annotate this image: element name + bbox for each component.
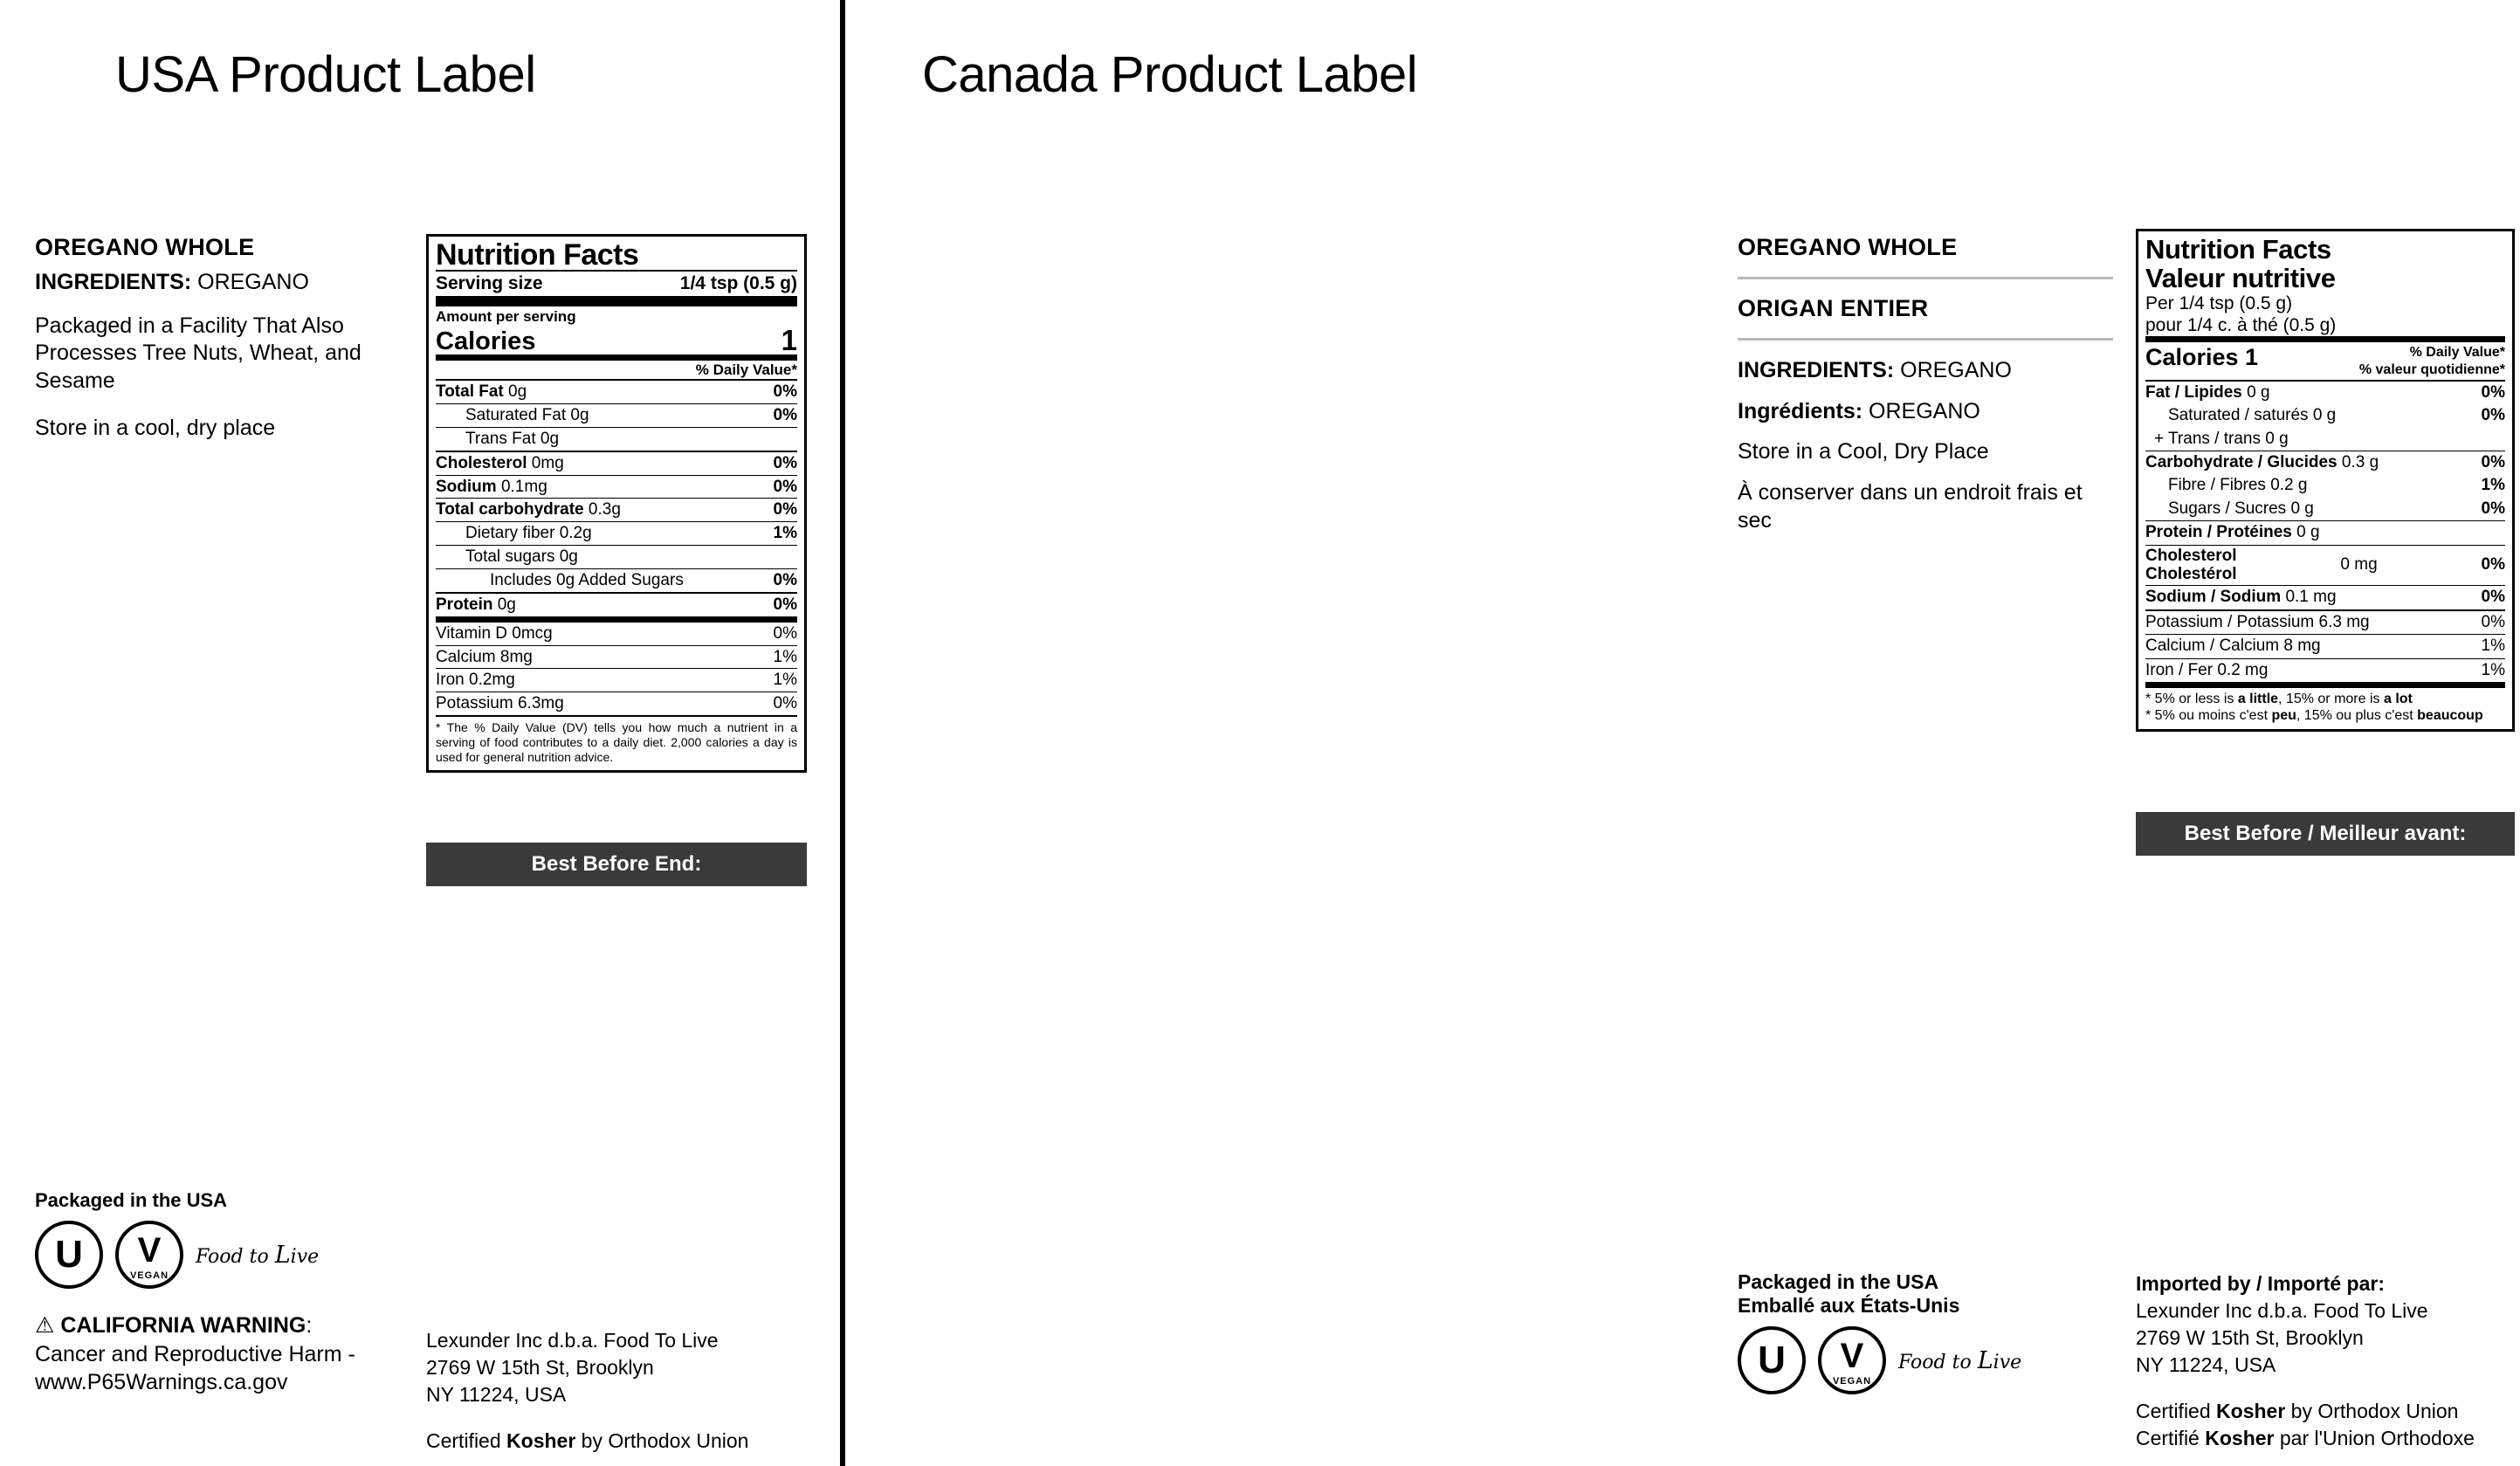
usa-best-before-bar: Best Before End: — [426, 843, 807, 886]
canada-nf-cholesterol-row: Cholesterol Cholestérol 0 mg 0% — [2145, 546, 2505, 583]
canada-nf-title-en: Nutrition Facts — [2145, 234, 2331, 265]
usa-nf-micro-label: Iron 0.2mg — [436, 671, 515, 690]
canada-nf-per-fr: pour 1/4 c. à thé (0.5 g) — [2145, 315, 2337, 336]
canada-importer-header: Imported by / Importé par: — [2136, 1272, 2385, 1295]
ou-kosher-icon: U — [1738, 1326, 1806, 1394]
usa-text-column — [35, 234, 402, 441]
usa-ingredients-label: INGREDIENTS: — [35, 270, 192, 294]
usa-nf-dv-header: % Daily Value* — [695, 361, 797, 378]
california-warning: ⚠ CALIFORNIA WARNING: Cancer and Reproductive Harm - www.P65Warnings.ca.gov — [35, 1311, 402, 1397]
usa-nf-micro-dv: 0% — [773, 623, 797, 643]
table-row — [436, 692, 797, 715]
canada-text-column — [1738, 234, 2113, 535]
canada-storage-en: Store in a Cool, Dry Place — [1738, 439, 1989, 464]
usa-nf-micro-dv: 1% — [773, 671, 797, 690]
usa-nf-micro-label: Vitamin D 0mcg — [436, 623, 553, 643]
usa-nf-row-label: Protein 0g — [436, 595, 516, 614]
canada-panel — [845, 0, 2505, 1466]
usa-footer-column — [35, 1189, 402, 1397]
usa-nf-serving-size — [436, 272, 797, 296]
usa-nf-row-label: Dietary fiber 0.2g — [465, 524, 592, 543]
canada-product-name-en: OREGANO WHOLE — [1738, 234, 1958, 260]
usa-nf-row-label: Trans Fat 0g — [465, 429, 560, 448]
usa-ingredients — [35, 270, 402, 295]
usa-nf-calories-value: 1 — [781, 323, 797, 356]
table-row: Saturated / saturés 0 g 0% — [2168, 406, 2505, 425]
usa-nf-micronutrients — [436, 623, 797, 715]
divider-1 — [1738, 277, 2113, 279]
usa-nf-row-label: Total Fat 0g — [436, 382, 527, 402]
california-warning-body: Cancer and Reproductive Harm - www.P65Warnings.ca.gov — [35, 1341, 355, 1394]
table-row — [436, 669, 797, 692]
usa-nf-micro-dv: 1% — [773, 647, 797, 666]
table-row: Protein / Protéines 0 g — [2145, 523, 2320, 542]
canada-nf-title-fr: Valeur nutritive — [2145, 262, 2336, 293]
canada-nf-dv-header: % Daily Value* % valeur quotidienne* — [2358, 345, 2505, 377]
table-row — [436, 499, 797, 521]
canada-kosher-line-fr: Certifié Kosher par l'Union Orthodoxe — [2136, 1427, 2475, 1450]
canada-panel-title: Canada Product Label — [922, 46, 1418, 103]
usa-ingredients-value: OREGANO — [191, 270, 309, 294]
usa-nf-calories-label: Calories — [436, 327, 536, 355]
usa-panel-title: USA Product Label — [115, 46, 536, 103]
usa-nf-serving-label: Serving size — [436, 273, 543, 293]
table-row: Potassium / Potassium 6.3 mg 0% — [2145, 612, 2505, 631]
canada-packaged-en: Packaged in the USA — [1738, 1270, 1939, 1293]
canada-product-name-fr: ORIGAN ENTIER — [1738, 295, 1929, 321]
usa-nf-title: Nutrition Facts — [436, 238, 639, 272]
warning-triangle-icon: ⚠ — [35, 1313, 55, 1338]
usa-nf-row-dv: 0% — [773, 500, 797, 520]
usa-nf-row-dv: 0% — [773, 382, 797, 402]
table-row: Sodium / Sodium 0.1 mg 0% — [2145, 588, 2505, 607]
vegan-icon: V VEGAN — [1818, 1326, 1886, 1394]
usa-nf-micro-label: Potassium 6.3mg — [436, 694, 564, 713]
canada-nf-calories — [2145, 342, 2505, 379]
usa-nf-row-dv: 0% — [773, 406, 797, 425]
usa-kosher-line: Certified Kosher by Orthodox Union — [426, 1429, 749, 1453]
canada-address-line: 2769 W 15th St, Brooklyn — [2136, 1326, 2364, 1350]
table-row: Calcium / Calcium 8 mg 1% — [2145, 637, 2505, 656]
canada-address-line: NY 11224, USA — [2136, 1353, 2276, 1377]
usa-nf-row-dv: 0% — [773, 595, 797, 614]
divider-2 — [1738, 338, 2113, 341]
ou-kosher-icon: U — [35, 1221, 103, 1289]
vegan-icon: V VEGAN — [115, 1221, 183, 1289]
canada-storage-fr: À conserver dans un endroit frais et sec — [1738, 479, 2083, 533]
table-row — [436, 594, 797, 616]
table-row: Fat / Lipides 0 g 0% — [2145, 382, 2505, 402]
canada-footer-column — [1738, 1270, 2113, 1394]
canada-address-line: Lexunder Inc d.b.a. Food To Live — [2136, 1299, 2428, 1323]
canada-kosher-line-en: Certified Kosher by Orthodox Union — [2136, 1400, 2459, 1423]
canada-nf-footnote: * 5% or less is a little, 15% or more is a lot * 5% ou moins c'est peu, 15% ou plus c'est beaucoup — [2145, 692, 2483, 724]
canada-packaged-fr: Emballé aux États-Unis — [1738, 1294, 1960, 1317]
usa-nf-serving-value: 1/4 tsp (0.5 g) — [679, 273, 797, 293]
usa-nf-row-label: Sodium 0.1mg — [436, 477, 547, 496]
usa-nf-row-label: Saturated Fat 0g — [465, 406, 589, 425]
usa-address-line: NY 11224, USA — [426, 1383, 567, 1407]
usa-nf-row-label: Total carbohydrate 0.3g — [436, 500, 621, 520]
usa-nf-calories — [436, 323, 797, 356]
usa-nf-amount-per-serving: Amount per serving — [436, 308, 576, 326]
table-row — [436, 381, 797, 403]
table-row: Iron / Fer 0.2 mg 1% — [2145, 660, 2505, 679]
table-row: Carbohydrate / Glucides 0.3 g 0% — [2145, 453, 2505, 472]
usa-address-line: Lexunder Inc d.b.a. Food To Live — [426, 1329, 719, 1352]
usa-nf-rows — [436, 381, 797, 616]
usa-nf-row-label: Cholesterol 0mg — [436, 453, 564, 472]
table-row — [436, 623, 797, 645]
canada-nf-calories-label: Calories 1 — [2145, 344, 2259, 371]
usa-nf-micro-dv: 0% — [773, 694, 797, 713]
usa-nf-row-label: Includes 0g Added Sugars — [490, 570, 684, 589]
usa-storage-note: Store in a cool, dry place — [35, 415, 276, 440]
table-row — [436, 404, 797, 427]
canada-address-block — [2136, 1270, 2520, 1452]
usa-packaged-in-label: Packaged in the USA — [35, 1189, 228, 1211]
usa-nf-row-label: Total sugars 0g — [465, 547, 578, 567]
canada-best-before-bar: Best Before / Meilleur avant: — [2136, 812, 2515, 856]
usa-nf-row-dv: 1% — [773, 524, 797, 543]
canada-ingredients-fr: Ingrédients: OREGANO — [1738, 398, 1980, 423]
usa-allergen-note: Packaged in a Facility That Also Processes Tree Nuts, Wheat, and Sesame — [35, 313, 361, 393]
usa-address-line: 2769 W 15th St, Brooklyn — [426, 1356, 654, 1380]
table-row — [436, 646, 797, 669]
table-row: Sugars / Sucres 0 g 0% — [2168, 499, 2505, 518]
usa-panel — [0, 0, 840, 1466]
usa-nutrition-facts-panel — [426, 234, 807, 773]
usa-nf-footnote: * The % Daily Value (DV) tells you how much a nutrient in a serving of food contributes to a daily diet. 2,000 calories a day is used for general nutrition advice. — [436, 720, 797, 765]
table-row — [436, 452, 797, 475]
food-to-live-logo: Food to Live — [1898, 1346, 2022, 1374]
usa-nf-micro-label: Calcium 8mg — [436, 647, 533, 666]
usa-nf-row-dv: 0% — [773, 477, 797, 496]
canada-nutrition-facts-panel — [2136, 229, 2515, 732]
usa-certification-marks — [35, 1221, 402, 1289]
california-warning-header: CALIFORNIA WARNING — [60, 1313, 306, 1338]
canada-certification-marks — [1738, 1326, 2113, 1394]
table-row — [436, 476, 797, 499]
table-row: + Trans / trans 0 g — [2154, 429, 2289, 448]
usa-nf-row-dv: 0% — [773, 453, 797, 472]
usa-nf-row-dv: 0% — [773, 570, 797, 589]
usa-product-name: OREGANO WHOLE — [35, 234, 255, 260]
table-row — [436, 569, 797, 592]
canada-ingredients-en: INGREDIENTS: OREGANO — [1738, 358, 2012, 382]
food-to-live-logo: Food to Live — [196, 1241, 320, 1269]
table-row: Fibre / Fibres 0.2 g 1% — [2168, 476, 2505, 495]
table-row — [436, 428, 797, 451]
table-row — [436, 546, 797, 568]
usa-address-block — [426, 1327, 810, 1455]
table-row — [436, 522, 797, 545]
canada-nf-per-en: Per 1/4 tsp (0.5 g) — [2145, 293, 2293, 314]
